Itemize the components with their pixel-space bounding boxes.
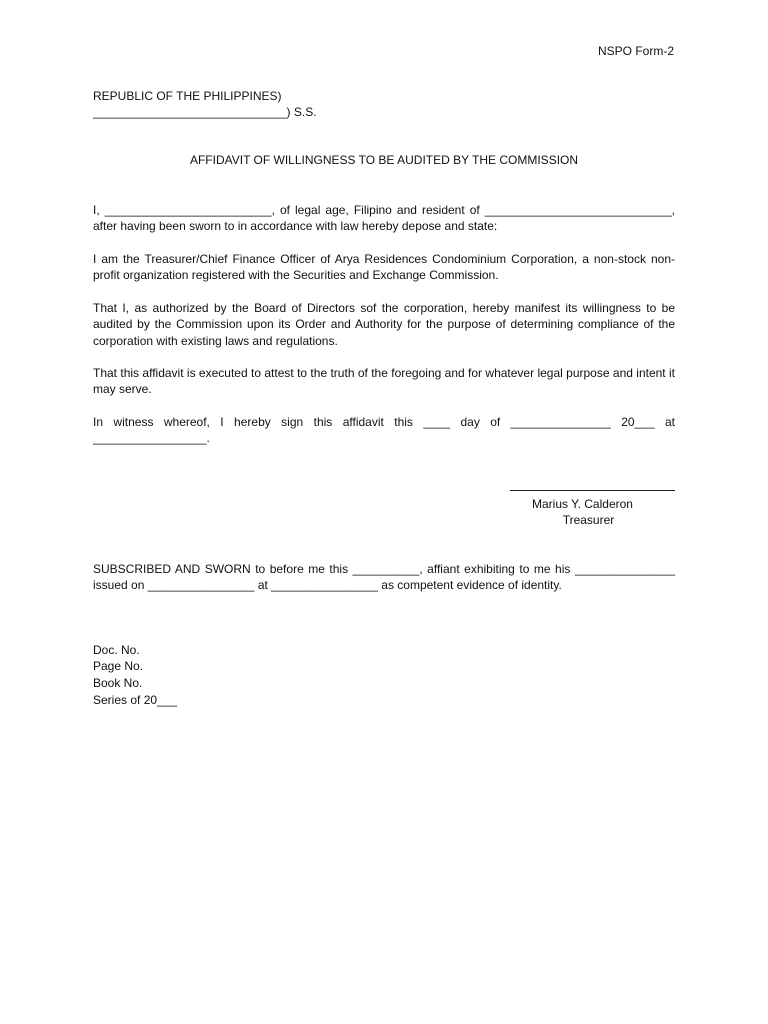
series-label: Series of 20___ [93,693,178,707]
signature-line [510,490,675,491]
document-title: AFFIDAVIT OF WILLINGNESS TO BE AUDITED BY THE COMMISSION [189,153,579,167]
venue-line-2: _____________________________) S.S. [93,105,317,119]
form-code: NSPO Form-2 [598,44,675,58]
book-number-label: Book No. [93,676,143,690]
paragraph-affiant-intro: I, _________________________, of legal age, Filipino and resident of ____________________________, after having been sworn to in accordance with law hereby depose and state: [93,203,675,234]
signatory-position: Treasurer [562,513,615,527]
jurat-paragraph: SUBSCRIBED AND SWORN to before me this __________, affiant exhibiting to me his _______________ issued on ________________ at ________________ as competent evidence of identity. [93,562,675,593]
page-number-label: Page No. [93,659,144,673]
paragraph-witness: In witness whereof, I hereby sign this affidavit this ____ day of _______________ 20___ at _________________. [93,415,675,446]
paragraph-position: I am the Treasurer/Chief Finance Officer of Arya Residences Condominium Corporation, a non-stock non-profit organization registered with the Securities and Exchange Commission. [93,252,675,283]
doc-number-label: Doc. No. [93,643,140,657]
paragraph-authorization: That I, as authorized by the Board of Directors sof the corporation, hereby manifest its willingness to be audited by the Commission upon its Order and Authority for the purpose of determining compliance of the corporation with existing laws and regulations. [93,301,675,348]
venue-line-1: REPUBLIC OF THE PHILIPPINES) [93,89,282,103]
paragraph-purpose: That this affidavit is executed to attest to the truth of the foregoing and for whatever legal purpose and intent it may serve. [93,366,675,397]
signatory-name: Marius Y. Calderon [532,497,633,511]
